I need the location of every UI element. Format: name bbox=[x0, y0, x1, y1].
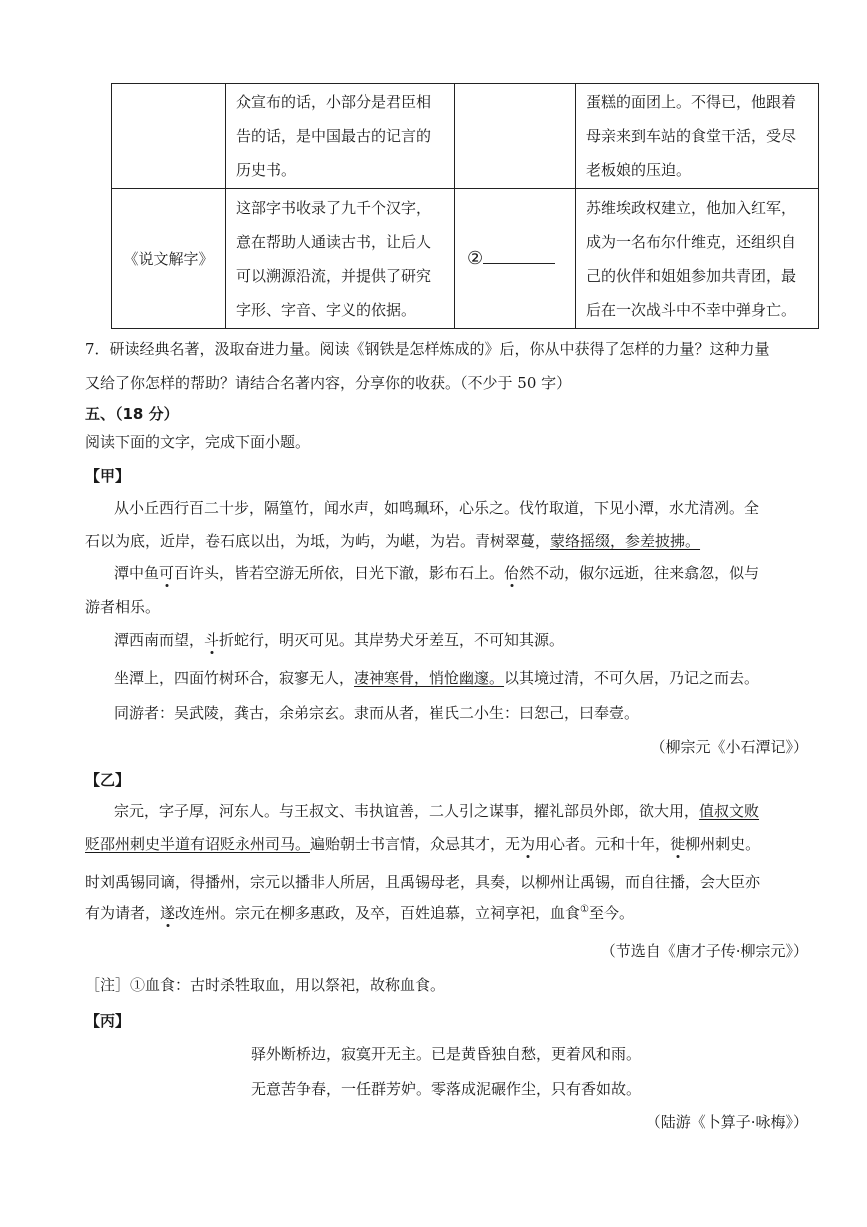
text: 有为请者， bbox=[85, 904, 161, 922]
table-cell-answer bbox=[455, 189, 576, 329]
underlined-text: 值叔文败 bbox=[699, 802, 760, 820]
text: 以其境过清，不可久居，乃记之而去。 bbox=[504, 669, 760, 687]
passage-yi-note: ［注］①血食：古时杀牲取血，用以祭祀，故称血食。 bbox=[85, 976, 446, 994]
passage-jia-line: 游者相乐。 bbox=[85, 598, 161, 616]
question-7-line1: 7．研读经典名著，汲取奋进力量。阅读《钢铁是怎样炼成的》后，你从中获得了怎样的力量？这种力量 bbox=[85, 340, 770, 358]
text: 潭中鱼 bbox=[114, 564, 160, 582]
table-cell-title: 《说文解字》 bbox=[112, 189, 226, 329]
cell-line: 己的伙伴和姐姐参加共青团，最 bbox=[586, 266, 797, 285]
answer-blank[interactable] bbox=[483, 247, 555, 264]
underlined-text: 凄神寒骨，悄怆幽邃。 bbox=[354, 669, 505, 687]
passage-jia-line: 同游者：吴武陵，龚古，余弟宗玄。隶而从者，崔氏二小生：曰恕己，曰奉壹。 bbox=[114, 704, 640, 722]
table-cell-plot bbox=[576, 84, 819, 189]
text: 宗元，字子厚，河东人。与王叔文、韦执谊善，二人引之谋事，擢礼部员外郎，欲大用， bbox=[114, 802, 700, 820]
cell-line: 蛋糕的面团上。不得已，他跟着 bbox=[586, 93, 797, 111]
section-instruction: 阅读下面的文字，完成下面小题。 bbox=[85, 433, 311, 451]
cell-line: 母亲来到车站的食堂干活，受尽 bbox=[586, 127, 797, 145]
text: 百许头，皆若空游无所依，日光下澈，影布石上。 bbox=[174, 564, 505, 582]
underlined-text: 蒙络摇缀，参差披拂。 bbox=[550, 532, 701, 550]
table-cell-intro bbox=[226, 84, 455, 189]
underlined-text: 贬邵州刺史半道有诏贬永州司马。 bbox=[85, 835, 311, 853]
text: 潭西南而望， bbox=[114, 631, 205, 649]
table-row bbox=[112, 189, 819, 329]
footnote-marker: ① bbox=[580, 904, 590, 915]
text: 用心者。元和十年， bbox=[535, 835, 671, 853]
passage-jia-line bbox=[114, 629, 564, 650]
cell-line: 字形、字音、字义的依据。 bbox=[236, 300, 417, 319]
dotted-char: 为 bbox=[520, 835, 536, 853]
passage-jia-line bbox=[85, 530, 700, 551]
answer-number: ② bbox=[467, 247, 484, 269]
table-cell-title bbox=[112, 84, 226, 189]
passage-bing-label: 【丙】 bbox=[85, 1012, 131, 1030]
table-cell-intro bbox=[226, 189, 455, 329]
dotted-char: 可 bbox=[159, 564, 175, 582]
text: 坐潭上，四面竹树环合，寂寥无人， bbox=[114, 669, 355, 687]
text: 折蛇行，明灭可见。其岸势犬牙差互，不可知其源。 bbox=[219, 631, 565, 649]
poem-line: 驿外断桥边，寂寞开无主。已是黄昏独自愁，更着风和雨。 bbox=[251, 1045, 642, 1063]
text: 然不动，俶尔远逝，往来翕忽，似与 bbox=[519, 564, 760, 582]
passage-yi-line bbox=[85, 902, 634, 923]
passage-jia-label: 【甲】 bbox=[85, 467, 131, 485]
cell-line: 成为一名布尔什维克，还组织自 bbox=[586, 232, 797, 251]
dotted-char: 遂 bbox=[160, 904, 176, 922]
passage-jia-line bbox=[114, 667, 759, 688]
cell-line: 告的话，是中国最古的记言的 bbox=[236, 127, 432, 145]
text: 柳州刺史。 bbox=[685, 835, 761, 853]
passage-jia-source: （柳宗元《小石潭记》） bbox=[650, 738, 808, 756]
passage-yi-line bbox=[85, 833, 760, 854]
cell-line: 可以溯源沿流，并提供了研究 bbox=[236, 266, 432, 285]
table-cell-answer bbox=[455, 84, 576, 189]
dotted-char: 斗 bbox=[204, 631, 220, 649]
question-7-line2: 又给了你怎样的帮助？请结合名著内容，分享你的收获。（不少于 50 字） bbox=[85, 374, 572, 392]
cell-line: 这部字书收录了九千个汉字， bbox=[236, 198, 432, 217]
cell-line: 苏维埃政权建立，他加入红军， bbox=[586, 198, 797, 217]
table-row bbox=[112, 84, 819, 189]
dotted-char: 徙 bbox=[670, 835, 686, 853]
passage-jia-line bbox=[114, 562, 759, 583]
passage-jia-line: 从小丘西行百二十步，隔篁竹，闻水声，如鸣珮环，心乐之。伐竹取道，下见小潭，水尤清冽。全 bbox=[114, 499, 760, 517]
table-cell-plot bbox=[576, 189, 819, 329]
poem-line: 无意苦争春，一任群芳妒。零落成泥碾作尘，只有香如故。 bbox=[251, 1080, 642, 1098]
works-table bbox=[111, 83, 819, 329]
section-title: 五、（18 分） bbox=[85, 405, 179, 423]
passage-yi-source: （节选自《唐才子传·柳宗元》） bbox=[600, 942, 808, 960]
passage-yi-label: 【乙】 bbox=[85, 771, 131, 789]
cell-line: 老板娘的压迫。 bbox=[586, 161, 692, 179]
text: 至今。 bbox=[589, 904, 635, 922]
text: 改连州。宗元在柳多惠政，及卒，百姓追慕，立祠享祀，血食 bbox=[175, 904, 581, 922]
passage-yi-line: 时刘禹锡同谪，得播州，宗元以播非人所居，且禹锡母老，具奏，以柳州让禹锡，而自往播，会大臣亦 bbox=[85, 873, 761, 891]
cell-line: 众宣布的话，小部分是君臣相 bbox=[236, 93, 432, 111]
cell-line: 后在一次战斗中不幸中弹身亡。 bbox=[586, 300, 797, 319]
cell-line: 历史书。 bbox=[236, 161, 297, 179]
passage-bing-source: （陆游《卜算子·咏梅》） bbox=[645, 1113, 808, 1131]
cell-line: 意在帮助人通读古书，让后人 bbox=[236, 232, 432, 251]
text: 石以为底，近岸，卷石底以出，为坻，为屿，为嵁，为岩。青树翠蔓， bbox=[85, 532, 551, 550]
passage-yi-line bbox=[114, 800, 759, 821]
text: 遍贻朝士书言情，众忌其才，无 bbox=[310, 835, 521, 853]
dotted-char: 佁 bbox=[504, 564, 520, 582]
